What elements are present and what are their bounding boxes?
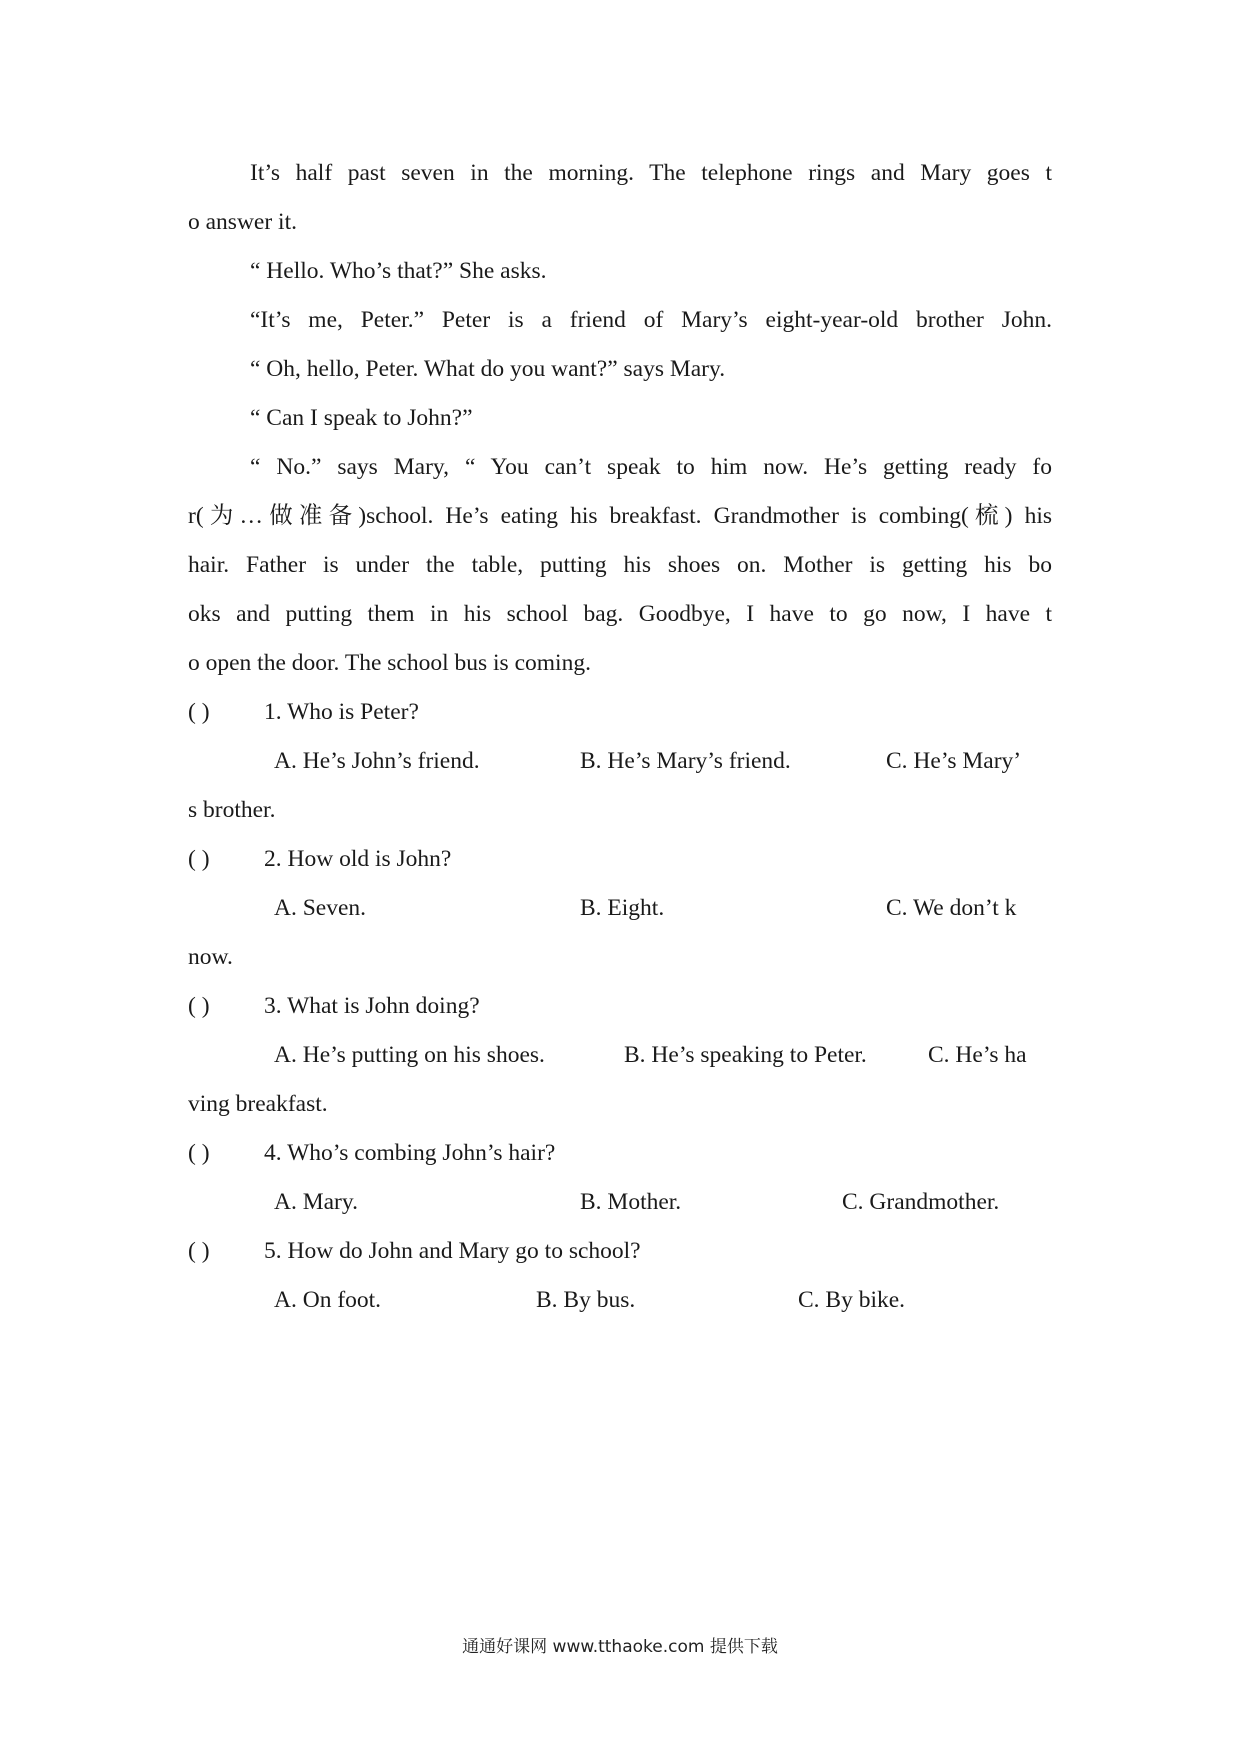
passage-line: oks and putting them in his school bag. Goodbye, I have to go now, I have t	[188, 601, 1052, 627]
option-wrap: s brother.	[188, 797, 276, 823]
option-c: C. We don’t k	[886, 895, 1017, 921]
option-a: A. Mary.	[274, 1189, 358, 1215]
passage-line: “ Oh, hello, Peter. What do you want?” says Mary.	[250, 356, 726, 382]
answer-bracket[interactable]: ( )	[188, 846, 210, 872]
passage-line: hair. Father is under the table, putting his shoes on. Mother is getting his bo	[188, 552, 1052, 578]
question-text: 2. How old is John?	[264, 846, 452, 872]
option-b: B. By bus.	[536, 1287, 636, 1313]
page-footer: 通通好课网 www.tthaoke.com 提供下载	[462, 1637, 778, 1657]
option-wrap: ving breakfast.	[188, 1091, 328, 1117]
passage-line: “ Hello. Who’s that?” She asks.	[250, 258, 547, 284]
question-text: 4. Who’s combing John’s hair?	[264, 1140, 556, 1166]
option-a: A. He’s putting on his shoes.	[274, 1042, 545, 1068]
option-c: C. He’s Mary’	[886, 748, 1022, 774]
answer-bracket[interactable]: ( )	[188, 1238, 210, 1264]
question-text: 3. What is John doing?	[264, 993, 480, 1019]
option-a: A. On foot.	[274, 1287, 382, 1313]
answer-bracket[interactable]: ( )	[188, 993, 210, 1019]
answer-bracket[interactable]: ( )	[188, 1140, 210, 1166]
option-wrap: now.	[188, 944, 233, 970]
option-b: B. He’s Mary’s friend.	[580, 748, 791, 774]
question-text: 1. Who is Peter?	[264, 699, 419, 725]
passage-line: “It’s me, Peter.” Peter is a friend of Mary’s eight-year-old brother John.	[250, 307, 1052, 333]
passage-line: It’s half past seven in the morning. The telephone rings and Mary goes t	[250, 160, 1052, 186]
passage-line: o open the door. The school bus is coming.	[188, 650, 591, 676]
passage-line: r(为…做准备)school. He’s eating his breakfast. Grandmother is combing(梳) his	[188, 503, 1052, 529]
answer-bracket[interactable]: ( )	[188, 699, 210, 725]
option-b: B. Mother.	[580, 1189, 682, 1215]
option-c: C. He’s ha	[928, 1042, 1027, 1068]
passage-line: “ Can I speak to John?”	[250, 405, 473, 431]
passage-line: o answer it.	[188, 209, 297, 235]
option-b: B. He’s speaking to Peter.	[624, 1042, 867, 1068]
option-a: A. He’s John’s friend.	[274, 748, 480, 774]
passage-line: “ No.” says Mary, “ You can’t speak to him now. He’s getting ready fo	[250, 454, 1052, 480]
question-text: 5. How do John and Mary go to school?	[264, 1238, 641, 1264]
option-c: C. By bike.	[798, 1287, 906, 1313]
option-a: A. Seven.	[274, 895, 367, 921]
option-c: C. Grandmother.	[842, 1189, 1000, 1215]
option-b: B. Eight.	[580, 895, 665, 921]
